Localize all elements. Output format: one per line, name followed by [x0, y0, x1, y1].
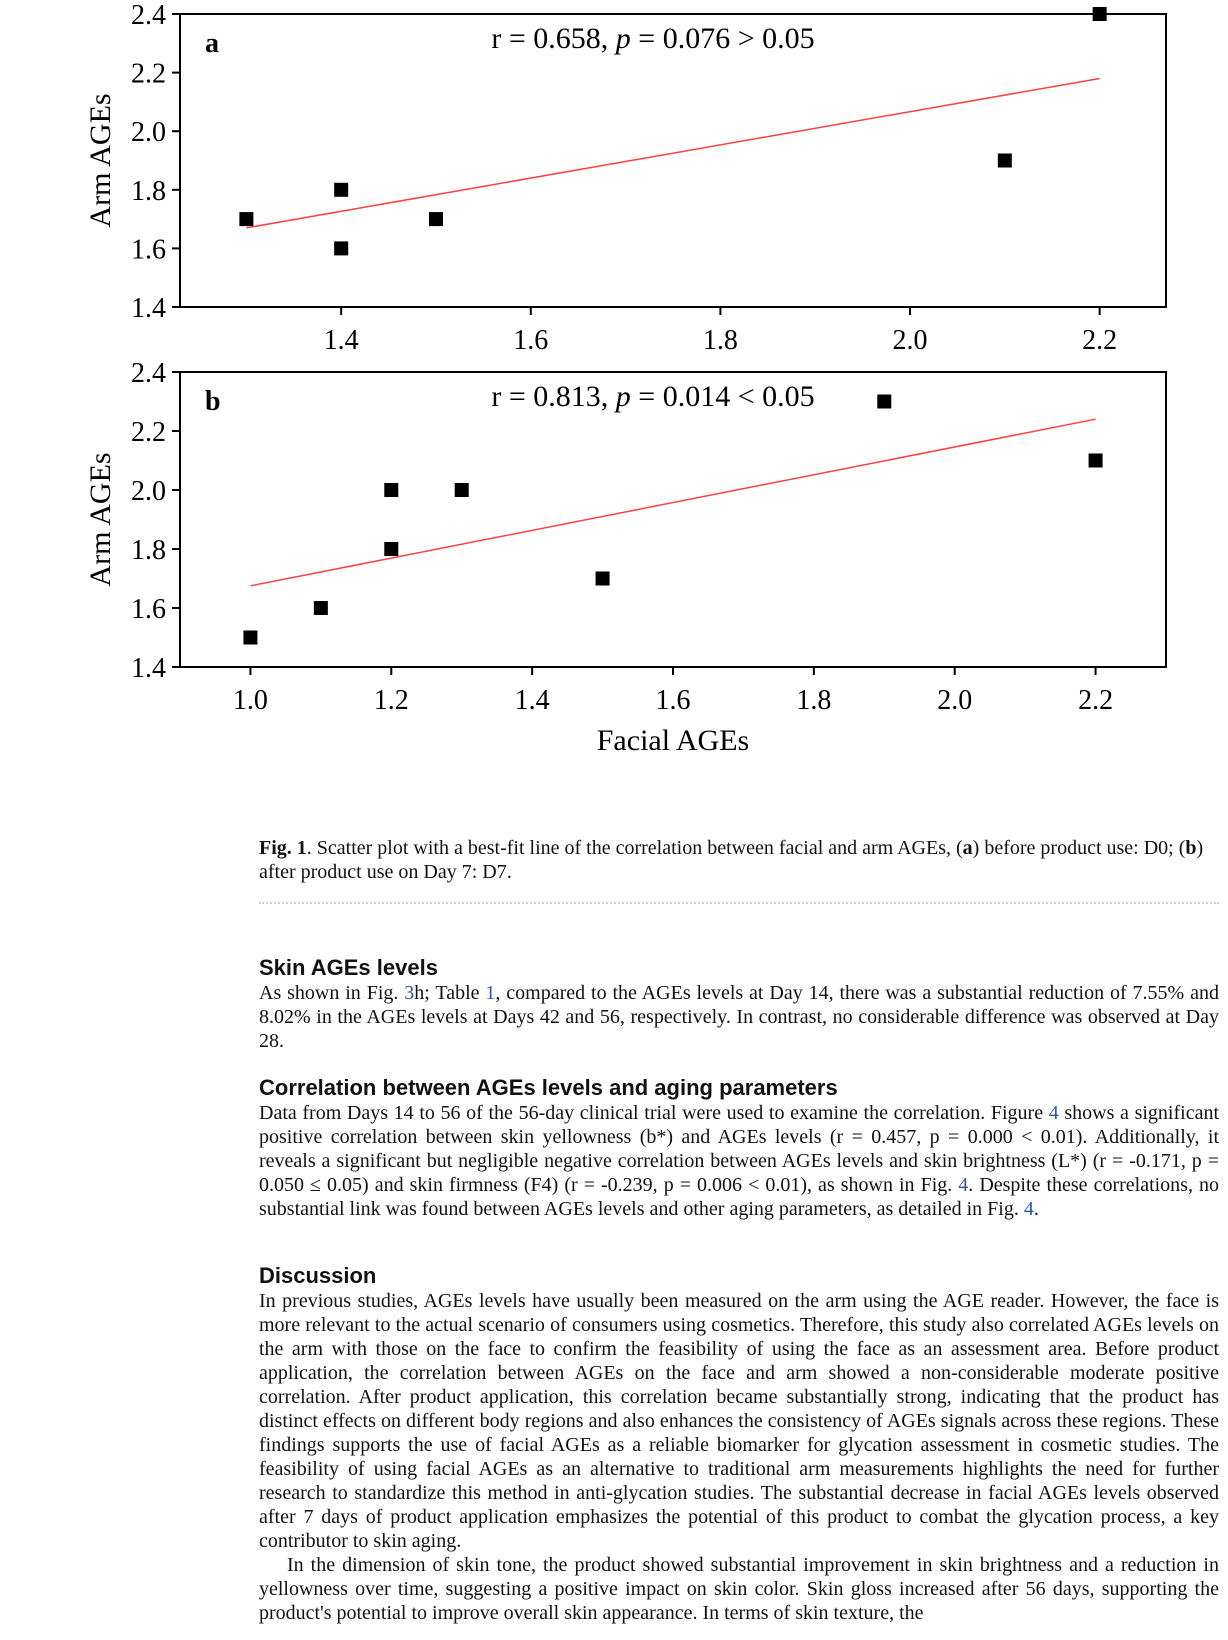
paragraph-discussion-1: In previous studies, AGEs levels have usually been measured on the arm using the AGE reader. However, the face is more relevant to the actual scenario of consumers using cosmetics. Therefore, this study also correlated AGEs levels on the arm with those on the face to confirm the feasibility of using the face as an assessment area. Before product application, the correlation between AGEs on the face and arm showed a non-considerable moderate positive correlation. After product application, this correlation became substantially strong, indicating that the product has distinct effects on different body regions and also enhances the consistency of AGEs signals across these regions. These findings supports the use of facial AGEs as a reliable biomarker for glycation assessment in cosmetic studies. The feasibility of using facial AGEs as an alternative to traditional arm measurements highlights the need for further research to standardize this method in anti-glycation studies. The substantial decrease in facial AGEs levels observed after 7 days of product application emphasizes the potential of this product to combat the glycation process, a key contributor to skin aging. [259, 1290, 1219, 1552]
panel-label-b: b [205, 386, 221, 417]
data-point-a [334, 241, 348, 255]
data-point-a [334, 183, 348, 197]
x-tick-label-a: 2.0 [892, 325, 928, 356]
data-point-b [455, 483, 469, 497]
text-run: . [1033, 1198, 1039, 1220]
y-tick-label-a: 2.2 [131, 58, 166, 90]
y-axis-label-a: Arm AGEs [84, 93, 117, 228]
x-tick-label-b: 1.4 [514, 685, 550, 716]
text-run: . Despite these correlations, no substantial link was found between AGEs levels and other aging parameters, as detailed in Fig. [259, 1174, 1219, 1220]
panel-label-a: a [205, 28, 219, 59]
x-axis-label: Facial AGEs [596, 724, 750, 757]
figure-caption [259, 836, 1219, 884]
y-tick-label-a: 2.0 [131, 117, 166, 149]
y-tick-label-b: 1.6 [131, 594, 166, 625]
fit-line-a [246, 78, 1099, 227]
x-tick-label-a: 1.4 [323, 325, 359, 356]
paragraph-discussion-2: In the dimension of skin tone, the product showed substantial improvement in skin brightness and a reduction in yellowness over time, suggesting a positive impact on skin color. Skin gloss increased after 56 days, supporting the product's potential to improve overall skin appearance. In terms of skin texture, the [259, 1554, 1219, 1624]
y-tick-label-b: 1.4 [131, 653, 166, 684]
caption-text-1: . Scatter plot with a best-fit line of the correlation between facial and arm AGEs, ( [306, 837, 963, 859]
paragraph-correlation [259, 1101, 1219, 1221]
y-tick-label-a: 2.4 [131, 0, 166, 31]
data-point-b [877, 395, 891, 409]
data-point-b [314, 601, 328, 615]
x-tick-label-b: 2.2 [1078, 685, 1114, 716]
caption-text-3: ) after product use on Day 7: D7. [259, 837, 1204, 883]
x-tick-label-b: 1.8 [796, 685, 832, 716]
data-point-a [429, 212, 443, 226]
data-point-b [1089, 454, 1103, 468]
figure-4-link[interactable]: 4 [1023, 1198, 1034, 1220]
fit-line-b [250, 419, 1095, 586]
y-tick-label-a: 1.6 [131, 234, 166, 266]
caption-bold-b: b [1185, 837, 1197, 859]
figure-4-link[interactable]: 4 [1048, 1102, 1059, 1124]
heading-discussion: Discussion [259, 1263, 377, 1288]
scatter-figure [0, 0, 1228, 800]
text-run: Data from Days 14 to 56 of the 56-day clinical trial were used to examine the correlation. Figure [259, 1102, 1049, 1124]
data-point-b [384, 542, 398, 556]
y-tick-label-b: 1.8 [131, 535, 166, 566]
section-divider [259, 902, 1219, 904]
paragraph-skin-ages [259, 981, 1219, 1053]
heading-skin-ages: Skin AGEs levels [259, 955, 438, 980]
text-run: , compared to the AGEs levels at Day 14, there was a substantial reduction of 7.55% and 8.02% in the AGEs levels at Days 42 and 56, respectively. In contrast, no considerable difference was observed at Day 28. [259, 982, 1219, 1052]
x-tick-label-b: 1.2 [373, 685, 409, 716]
x-tick-label-b: 1.6 [655, 685, 691, 716]
data-point-a [998, 154, 1012, 168]
scatter-plots-svg [0, 0, 1228, 800]
text-run: h; Table [414, 982, 486, 1004]
data-point-b [384, 483, 398, 497]
figure-4-link[interactable]: 4 [958, 1174, 969, 1196]
x-tick-label-a: 2.2 [1082, 325, 1118, 356]
section-skin-ages [259, 955, 1219, 1053]
stats-annotation-a: r = 0.658, p = 0.076 > 0.05 [491, 22, 815, 55]
data-point-a [1093, 7, 1107, 21]
x-tick-label-a: 1.6 [513, 325, 549, 356]
caption-label: Fig. 1 [259, 837, 307, 859]
section-discussion [259, 1263, 1219, 1625]
x-tick-label-a: 1.8 [702, 325, 738, 356]
x-tick-label-b: 1.0 [232, 685, 268, 716]
plot-frame-a [180, 14, 1166, 307]
y-tick-label-b: 2.0 [131, 476, 166, 507]
data-point-b [596, 572, 610, 586]
text-run: shows a significant positive correlation between skin yellowness (b*) and AGEs levels (r = 0.457, p = 0.000 < 0.01). Additionally, it reveals a significant but negligible negative correlation between AGEs levels and skin brightness (L*) (r = -0.171, p = 0.050 ≤ 0.05) and skin firmness (F4) (r = -0.239, p = 0.006 < 0.01), as shown in Fig. [259, 1102, 1220, 1196]
heading-correlation: Correlation between AGEs levels and aging parameters [259, 1075, 838, 1100]
text-run: As shown in Fig. [259, 982, 405, 1004]
y-tick-label-a: 1.8 [131, 175, 166, 207]
y-tick-label-b: 2.2 [131, 417, 166, 448]
caption-bold-a: a [962, 837, 973, 859]
data-point-b [243, 631, 257, 645]
y-tick-label-b: 2.4 [131, 358, 166, 389]
section-correlation [259, 1075, 1219, 1221]
caption-text-2: ) before product use: D0; ( [972, 837, 1186, 859]
y-tick-label-a: 1.4 [131, 293, 166, 324]
y-axis-label-b: Arm AGEs [84, 452, 117, 587]
figure-3-link[interactable]: 3 [404, 982, 415, 1004]
table-1-link[interactable]: 1 [485, 982, 496, 1004]
x-tick-label-b: 2.0 [937, 685, 973, 716]
plot-frame-b [180, 372, 1166, 667]
stats-annotation-b: r = 0.813, p = 0.014 < 0.05 [491, 380, 815, 413]
data-point-a [239, 212, 253, 226]
